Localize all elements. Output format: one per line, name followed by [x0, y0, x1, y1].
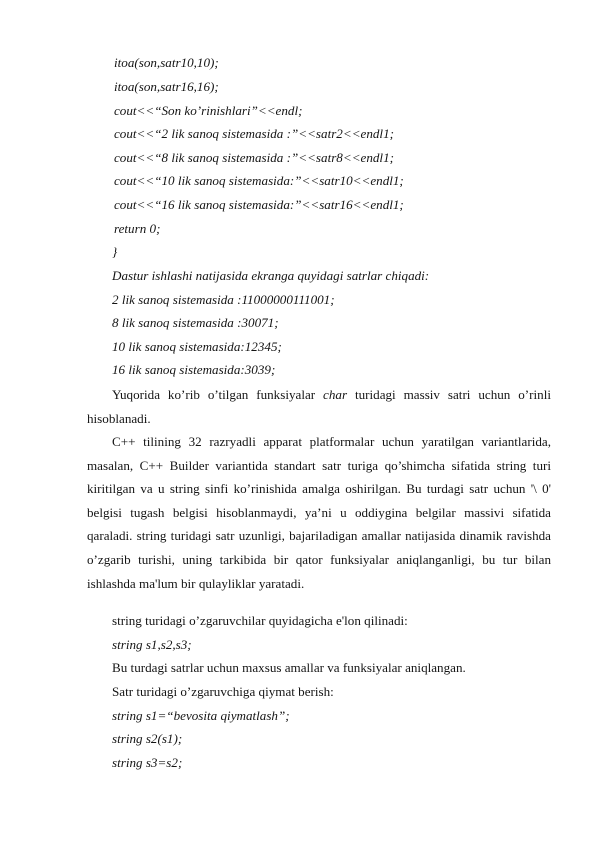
code-line-string-s1: string s1=“bevosita qiymatlash”;	[112, 708, 290, 723]
output-line-base2: 2 lik sanoq sistemasida :11000000111001;	[112, 292, 335, 307]
code-line-string-decl: string s1,s2,s3;	[112, 637, 192, 652]
code-line-string-s2: string s2(s1);	[112, 731, 183, 746]
code-line-itoa16: itoa(son,satr16,16);	[114, 79, 219, 94]
code-line-cout-8: cout<<“8 lik sanoq sistemasida :”<<satr8<<endl1;	[114, 150, 394, 165]
code-line-cout-10: cout<<“10 lik sanoq sistemasida:”<<satr10<<endl1;	[114, 173, 404, 188]
paragraph-text: turidagi massiv satri uchun o’rinli hisoblanadi.	[87, 387, 551, 426]
code-line-return: return 0;	[114, 221, 161, 236]
paragraph-string-operations: Bu turdagi satrlar uchun maxsus amallar va funksiyalar aniqlangan.	[112, 660, 466, 675]
paragraph-string-type: C++ tilining 32 razryadli apparat platformalar uchun yaratilgan variantlarida, masalan, C++ Builder variantida standart satr turiga qo’shimcha sifatida string turi kiritilgan va u string sinfi ko’rinishida amalga oshirilgan. Bu turdagi satr uchun '\ 0' belgisi tugash belgisi hisoblanmaydi, ya’ni u oddiygina belgilar massivi sifatida qaraladi. string turidagi satr uzunligi, bajariladigan amallar natijasida dinamik ravishda o’zgarib turishi, uning tarkibida bir qator funksiyalar aniqlanganligi, bu tur bilan ishlashda ma'lum bir qulayliklar yaratadi.	[87, 434, 551, 591]
paragraph-string-declaration: string turidagi o’zgaruvchilar quyidagicha e'lon qilinadi:	[112, 613, 408, 628]
output-line-base8: 8 lik sanoq sistemasida :30071;	[112, 315, 279, 330]
code-line-cout-16: cout<<“16 lik sanoq sistemasida:”<<satr16<<endl1;	[114, 197, 404, 212]
code-line-cout-son: cout<<“Son ko’rinishlari”<<endl;	[114, 103, 303, 118]
code-line-close-brace: }	[112, 244, 118, 259]
output-heading: Dastur ishlashi natijasida ekranga quyidagi satrlar chiqadi:	[112, 268, 430, 283]
code-line-string-s3: string s3=s2;	[112, 755, 183, 770]
char-type-keyword: char	[323, 387, 348, 402]
output-line-base16: 16 lik sanoq sistemasida:3039;	[112, 362, 276, 377]
code-line-itoa10: itoa(son,satr10,10);	[114, 55, 219, 70]
output-line-base10: 10 lik sanoq sistemasida:12345;	[112, 339, 282, 354]
paragraph-string-assignment: Satr turidagi o’zgaruvchiga qiymat berish:	[112, 684, 334, 699]
paragraph-char-functions	[87, 383, 551, 430]
paragraph-text: Yuqorida ko’rib o’tilgan funksiyalar	[112, 387, 324, 402]
code-line-cout-2: cout<<“2 lik sanoq sistemasida :”<<satr2<<endl1;	[114, 126, 394, 141]
